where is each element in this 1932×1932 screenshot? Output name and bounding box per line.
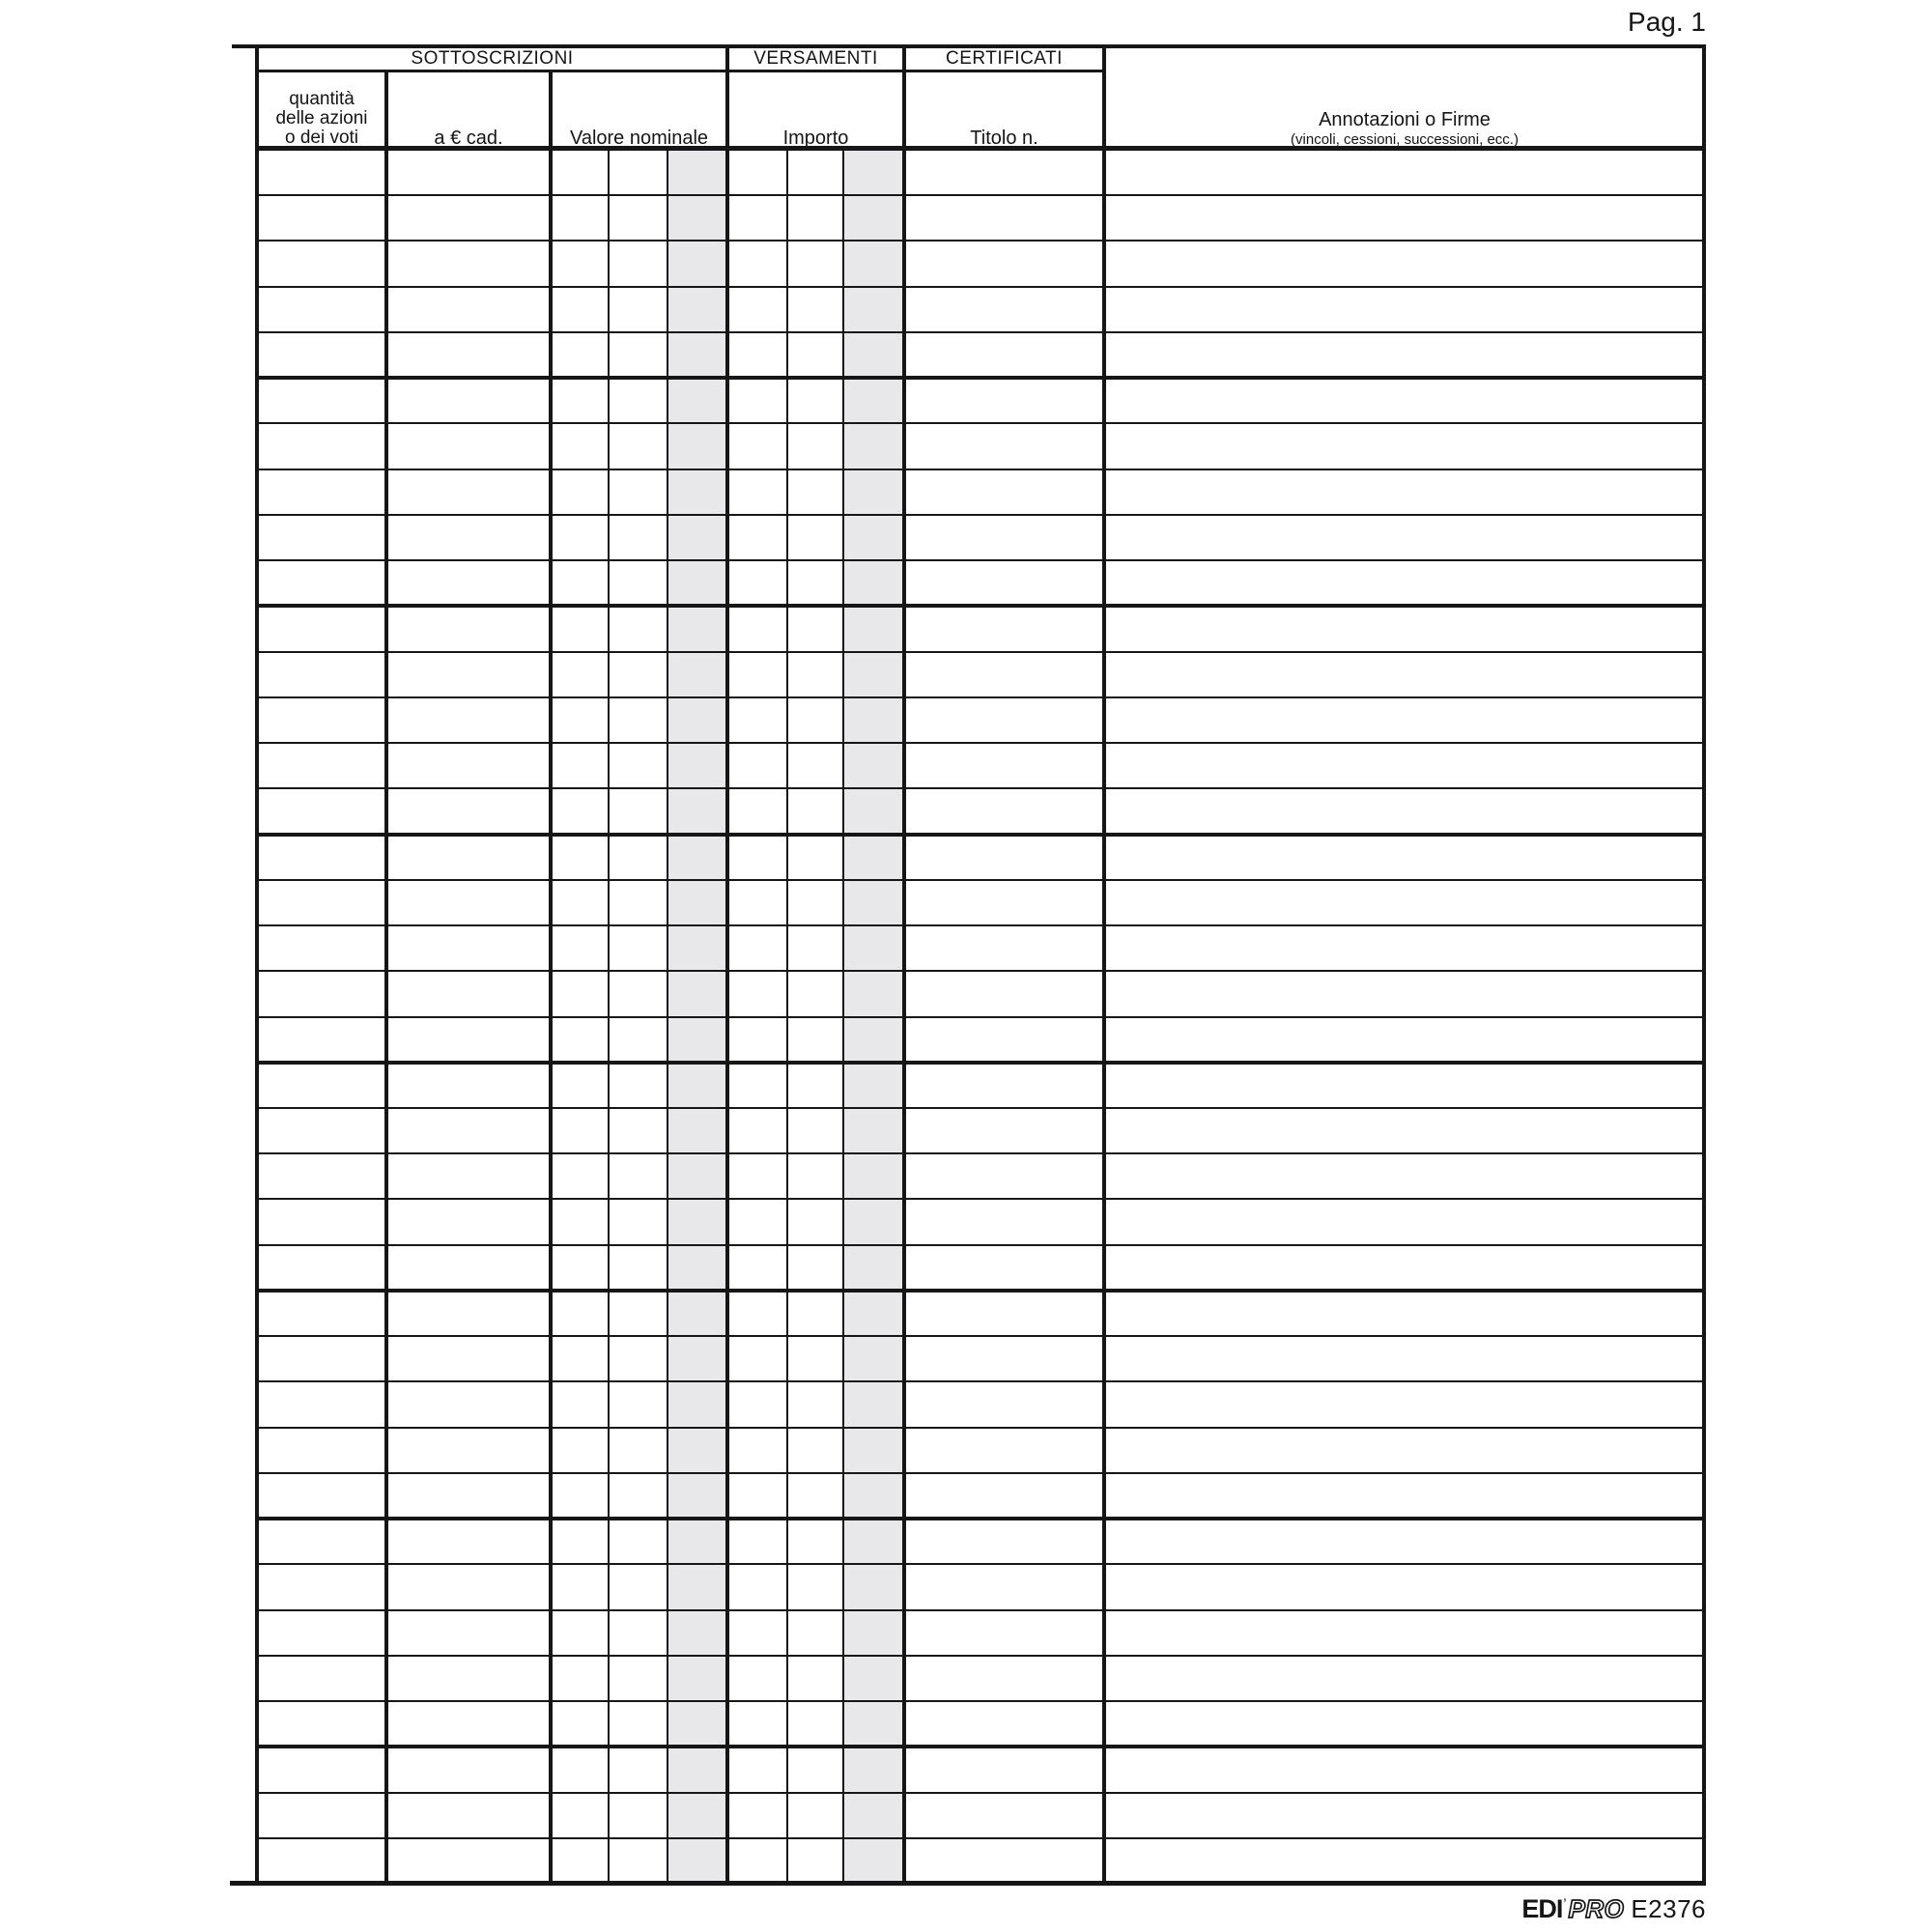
row-line <box>257 1700 1706 1702</box>
row-line <box>257 1472 1706 1474</box>
row-line <box>257 651 1706 653</box>
row-line <box>257 879 1706 881</box>
row-line <box>257 1563 1706 1565</box>
row-line <box>257 469 1706 470</box>
row-line <box>257 1837 1706 1839</box>
row-line <box>257 1655 1706 1657</box>
row-line <box>257 787 1706 789</box>
quantita-line3: o dei voti <box>284 128 359 148</box>
col-divider-versamenti-certificati <box>902 44 906 1886</box>
row-line <box>257 194 1706 196</box>
row-line <box>257 331 1706 333</box>
row-line <box>257 924 1706 926</box>
table-right-border <box>1702 44 1706 1886</box>
row-line <box>257 422 1706 424</box>
group-divider-line <box>257 1517 1706 1520</box>
row-line <box>257 1016 1706 1018</box>
column-header-quantita <box>257 71 386 152</box>
column-header-titolo: Titolo n. <box>970 128 1038 149</box>
group-header-certificati: CERTIFICATI <box>946 48 1063 69</box>
row-line <box>257 1107 1706 1109</box>
quantita-line1: quantità <box>289 89 355 109</box>
col-divider-quantita-prezzo <box>384 70 388 1885</box>
column-header-valore-nominale: Valore nominale <box>569 128 709 149</box>
row-line <box>257 1198 1706 1200</box>
group-header-versamenti: VERSAMENTI <box>753 48 878 69</box>
column-header-prezzo: a € cad. <box>434 128 503 149</box>
group-header-sottoscrizioni: SOTTOSCRIZIONI <box>411 48 574 69</box>
row-line <box>257 1609 1706 1611</box>
subcolumn-divider <box>842 150 844 1884</box>
group-divider-line <box>257 1745 1706 1748</box>
quantita-line2: delle azioni <box>275 108 368 128</box>
row-line <box>257 742 1706 744</box>
row-line <box>257 1380 1706 1382</box>
row-line <box>257 286 1706 288</box>
annotazioni-label: Annotazioni o Firme <box>1319 109 1491 130</box>
brand-trademark-mark: ’ <box>1563 1897 1567 1909</box>
row-line <box>257 1792 1706 1794</box>
row-line <box>257 696 1706 698</box>
subcolumn-divider <box>786 150 788 1884</box>
col-divider-certificati-annotazioni <box>1102 44 1106 1886</box>
column-header-importo: Importo <box>782 128 849 149</box>
subcolumn-divider <box>608 150 610 1884</box>
subcolumn-divider <box>667 150 668 1884</box>
column-header-annotazioni <box>1104 46 1705 154</box>
col-divider-prezzo-valore <box>549 70 553 1885</box>
product-code: E2376 <box>1631 1894 1706 1923</box>
brand-edi: EDI <box>1521 1894 1563 1923</box>
table-left-border <box>255 44 259 1886</box>
row-line <box>257 1427 1706 1429</box>
row-line <box>257 559 1706 561</box>
table-bottom-border <box>230 1881 1706 1886</box>
col-divider-sottoscrizioni-versamenti <box>725 44 729 1886</box>
brand-logo <box>1521 1894 1706 1929</box>
group-divider-line <box>257 376 1706 380</box>
brand-pro: PRO <box>1568 1894 1625 1923</box>
page-number: Pag. 1 <box>1628 7 1706 37</box>
annotazioni-note: (vincoli, cessioni, successioni, ecc.) <box>1291 131 1519 148</box>
row-line <box>257 1244 1706 1246</box>
row-line <box>257 514 1706 516</box>
row-line <box>257 1152 1706 1154</box>
group-divider-line <box>257 604 1706 608</box>
row-line <box>257 970 1706 972</box>
row-line <box>257 240 1706 242</box>
row-line <box>257 1335 1706 1337</box>
group-divider-line <box>257 833 1706 837</box>
group-divider-line <box>257 1289 1706 1293</box>
group-divider-line <box>257 1061 1706 1065</box>
